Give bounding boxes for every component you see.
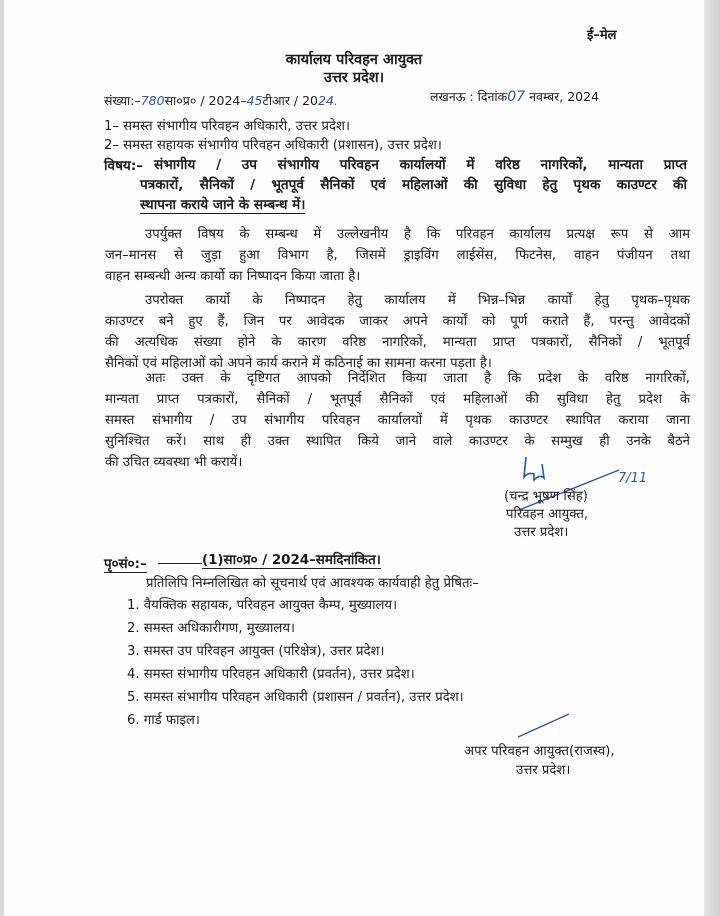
signatory-name: (चन्द्र भूषण सिंह): [504, 489, 588, 504]
subject-cont: [140, 175, 687, 215]
copy-item: 2. समस्त अधिकारीगण, मुख्यालय।: [127, 621, 295, 636]
handwritten-number: 780: [140, 93, 165, 108]
subject: [154, 155, 687, 175]
paragraph-line: की अत्यधिक संख्या होने के कारण वरिष्ठ नागरिकों, मान्यता प्राप्त पत्रकारों, सैनिकों / भूतपूर्व: [105, 335, 690, 350]
copy-item: 5. समस्त संभागीय परिवहन अधिकारी (प्रशासन / प्रवर्तन), उत्तर प्रदेश।: [127, 690, 464, 705]
paragraph-line: उपरोक्त कार्यो के निष्पादन हेतु कार्यालय में भिन्न–भिन्न कार्यों हेतु पृथक–पृथक: [145, 293, 690, 308]
initial-mark: [514, 710, 574, 740]
second-signatory-state: उत्तर प्रदेश।: [516, 763, 571, 778]
paragraph-line: अतः उक्त के दृष्टिगत आपको निर्देशित किया जाता है कि प्रदेश के वरिष्ठ नागरिकों,: [145, 371, 690, 386]
subject-line: संभागीय / उप संभागीय परिवहन कार्यालयों में वरिष्ठ नागरिकों, मान्यता प्राप्त: [154, 157, 687, 173]
copy-item: 1. वैयक्तिक सहायक, परिवहन आयुक्त कैम्प, मुख्यालय।: [127, 598, 398, 613]
office-title: कार्यालय परिवहन आयुक्त: [285, 52, 423, 68]
endorsement-label: पृ०सं०:–: [104, 557, 147, 572]
signature-date: 7/11: [618, 471, 648, 486]
addressee-1: 1– समस्त संभागीय परिवहन अधिकारी, उत्तर प्रदेश।: [104, 119, 350, 134]
endorsement-ref: (1)सा०प्र० / 2024–समदिनांकित।: [158, 553, 381, 569]
paragraph-line: जन–मानस से जुड़ा हुआ विभाग है, जिसमें ड्राइविंग लाईसेंस, फिटनेस, वाहन पंजीयन तथा: [105, 248, 690, 263]
email-label: ई–मेल: [587, 28, 617, 43]
place-date: लखनऊ : दिनांक07 नवम्बर, 2024: [430, 89, 600, 105]
paragraph-line: उपर्युक्त विषय के सम्बन्ध में उल्लेखनीय है कि परिवहन कार्यालय प्रत्यक्ष रूप से आम: [145, 227, 690, 242]
reference-number: संख्या:–780सा०प्र० / 2024–45टीआर / 2024.: [104, 93, 338, 108]
paragraph-line: समस्त संभागीय / उप संभागीय परिवहन कार्यालयों में पृथक काउण्टर स्थापित कराया जाना: [105, 413, 690, 428]
paragraph-line: काउण्टर बने हुए हैं, जिन पर आवेदक जाकर अपने कार्यों को पूर्ण कराते हैं, परन्तु आवेदकों: [105, 314, 690, 329]
paragraph-line: की उचित व्यवस्था भी करायें।: [105, 455, 243, 470]
paragraph-2: [105, 290, 690, 374]
subject-label: विषय:–: [104, 158, 144, 174]
paragraph-line: सुनिश्चित करें। साथ ही उक्त स्थापित किये जाने वाले काउण्टर के सम्मुख ही उनके बैठने: [105, 434, 690, 449]
signatory-designation: परिवहन आयुक्त,: [506, 507, 589, 522]
copy-item: 4. समस्त संभागीय परिवहन अधिकारी (प्रवर्तन), उत्तर प्रदेश।: [127, 667, 415, 682]
paragraph-line: वाहन सम्बन्धी अन्य कार्यो का निष्पादन किया जाता है।: [105, 269, 361, 284]
letter-page: [4, 0, 704, 916]
second-signatory-designation: अपर परिवहन आयुक्त(राजस्व),: [464, 744, 615, 759]
copy-item: 6. गार्ड फाइल।: [127, 713, 200, 728]
paragraph-1: [105, 224, 690, 287]
addressee-2: 2– समस्त सहायक संभागीय परिवहन अधिकारी (प्रशासन), उत्तर प्रदेश।: [104, 138, 442, 153]
page-edge: [704, 0, 720, 916]
subject-line: स्थापना कराये जाने के सम्बन्ध में।: [140, 197, 306, 213]
subject-line: पत्रकारों, सैनिकों / भूतपूर्व सैनिकों एवं महिलाओं की सुविधा हेतु पृथक काउण्टर की: [140, 177, 687, 193]
endorsement-intro: प्रतिलिपि निम्नलिखित को सूचनार्थ एवं आवश्यक कार्यवाही हेतु प्रेषितः–: [146, 576, 479, 591]
paragraph-line: मान्यता प्राप्त पत्रकारों, सैनिकों / भूतपूर्व सैनिकों एवं महिलाओं की सुविधा हेतु प्रदेश के: [105, 392, 690, 407]
paragraph-line: सैनिकों एवं महिलाओं को अपने कार्य कराने में कठिनाई का सामना करना पड़ता है।: [105, 356, 492, 371]
signatory-state: उत्तर प्रदेश।: [514, 525, 569, 540]
office-state: उत्तर प्रदेश।: [323, 70, 385, 86]
handwritten-date: 07: [507, 89, 526, 105]
copy-item: 3. समस्त उप परिवहन आयुक्त (परिक्षेत्र), उत्तर प्रदेश।: [127, 644, 385, 659]
